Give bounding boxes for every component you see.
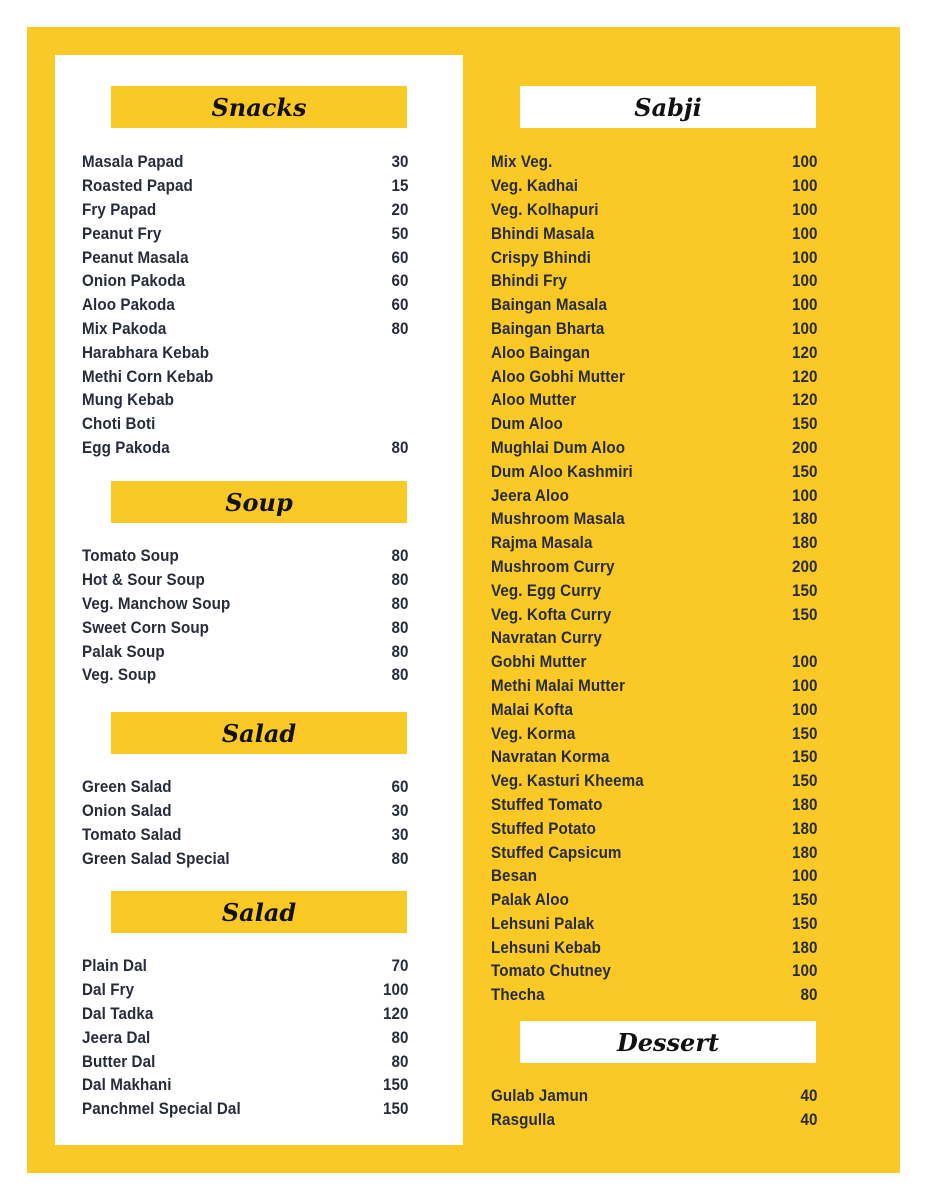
soup-header: Soup <box>111 481 407 523</box>
menu-item-price: 30 <box>391 802 409 821</box>
menu-item <box>491 389 818 413</box>
sabji-header: Sabji <box>520 86 816 128</box>
menu-item <box>491 936 818 960</box>
menu-item-price: 100 <box>791 153 818 172</box>
menu-item-name: Roasted Papad <box>82 177 193 196</box>
menu-item-name: Dal Tadka <box>82 1004 154 1023</box>
menu-item <box>491 722 818 746</box>
menu-item <box>491 556 818 580</box>
menu-item <box>491 984 818 1008</box>
menu-item <box>82 437 409 461</box>
menu-item-name: Panchmel Special Dal <box>82 1100 241 1119</box>
menu-item <box>491 413 818 437</box>
menu-item-name: Baingan Masala <box>491 296 608 315</box>
menu-item-price: 80 <box>391 319 409 338</box>
menu-item <box>82 776 409 800</box>
menu-item-price: 100 <box>791 653 818 672</box>
menu-item-price: 30 <box>391 153 409 172</box>
menu-item-name: Sweet Corn Soup <box>82 618 210 637</box>
menu-item-price: 200 <box>791 557 818 576</box>
menu-item-price: 150 <box>791 772 818 791</box>
menu-item <box>82 1003 409 1027</box>
menu-item-name: Mix Veg. <box>491 153 553 172</box>
menu-item-name: Veg. Manchow Soup <box>82 594 231 613</box>
menu-item <box>491 675 818 699</box>
menu-item-name: Tomato Salad <box>82 825 182 844</box>
menu-item-price: 120 <box>791 391 818 410</box>
menu-item-name: Veg. Soup <box>82 666 157 685</box>
dessert-list <box>491 1085 846 1133</box>
menu-item <box>82 270 409 294</box>
menu-item <box>491 579 818 603</box>
menu-item-price: 80 <box>391 571 409 590</box>
snacks-header: Snacks <box>111 86 407 128</box>
menu-item-price: 80 <box>391 642 409 661</box>
menu-item-name: Harabhara Kebab <box>82 343 210 362</box>
menu-item <box>82 616 409 640</box>
menu-item-price: 60 <box>391 272 409 291</box>
menu-item-name: Veg. Korma <box>491 724 576 743</box>
menu-item-price: 180 <box>791 534 818 553</box>
menu-item <box>82 151 409 175</box>
menu-item-name: Palak Soup <box>82 642 165 661</box>
menu-item-name: Thecha <box>491 986 545 1005</box>
menu-item <box>491 960 818 984</box>
menu-item-price: 70 <box>391 957 409 976</box>
soup-list <box>82 545 437 688</box>
menu-item <box>491 199 818 223</box>
menu-item-name: Dal Fry <box>82 981 135 1000</box>
menu-item-price: 180 <box>791 938 818 957</box>
menu-item <box>491 246 818 270</box>
menu-item-price: 150 <box>791 914 818 933</box>
menu-item-price: 80 <box>391 594 409 613</box>
menu-item <box>491 151 818 175</box>
menu-item-name: Palak Aloo <box>491 891 569 910</box>
menu-item-price: 150 <box>791 605 818 624</box>
salad-header: Salad <box>111 712 407 754</box>
menu-item-name: Peanut Masala <box>82 248 189 267</box>
menu-item <box>82 593 409 617</box>
menu-item-name: Aloo Baingan <box>491 343 590 362</box>
menu-item-price: 80 <box>391 547 409 566</box>
menu-item-price: 80 <box>391 666 409 685</box>
menu-item-price: 150 <box>791 891 818 910</box>
menu-item-name: Onion Salad <box>82 802 172 821</box>
menu-item <box>82 341 409 365</box>
menu-item <box>82 824 409 848</box>
menu-item-name: Dum Aloo Kashmiri <box>491 462 633 481</box>
menu-item-name: Hot & Sour Soup <box>82 571 205 590</box>
menu-item-price: 80 <box>391 438 409 457</box>
dal-header: Salad <box>111 891 407 933</box>
menu-item-name: Aloo Mutter <box>491 391 577 410</box>
menu-item-name: Stuffed Tomato <box>491 795 603 814</box>
menu-item <box>82 979 409 1003</box>
menu-item-name: Masala Papad <box>82 153 184 172</box>
menu-item <box>82 1026 409 1050</box>
menu-item <box>491 746 818 770</box>
menu-item <box>82 294 409 318</box>
menu-item-name: Egg Pakoda <box>82 438 170 457</box>
menu-item <box>82 365 409 389</box>
menu-item <box>491 484 818 508</box>
menu-item-name: Dum Aloo <box>491 415 563 434</box>
menu-item-price: 100 <box>791 486 818 505</box>
menu-item <box>491 175 818 199</box>
menu-item <box>491 532 818 556</box>
menu-item <box>491 627 818 651</box>
menu-item-name: Baingan Bharta <box>491 319 605 338</box>
menu-item-name: Fry Papad <box>82 200 157 219</box>
menu-item-name: Mushroom Masala <box>491 510 625 529</box>
menu-item <box>491 889 818 913</box>
menu-item <box>491 318 818 342</box>
menu-item <box>491 341 818 365</box>
menu-item <box>491 437 818 461</box>
menu-item <box>491 865 818 889</box>
menu-item-name: Veg. Kolhapuri <box>491 200 599 219</box>
menu-item-name: Aloo Gobhi Mutter <box>491 367 625 386</box>
menu-item-price: 150 <box>382 1100 409 1119</box>
menu-item-name: Lehsuni Palak <box>491 914 595 933</box>
dal-list <box>82 955 437 1122</box>
menu-item <box>491 365 818 389</box>
menu-item-price: 180 <box>791 510 818 529</box>
menu-item-price: 100 <box>791 248 818 267</box>
menu-item <box>82 640 409 664</box>
menu-item-name: Tomato Chutney <box>491 962 611 981</box>
menu-item-price: 60 <box>391 778 409 797</box>
menu-item <box>491 770 818 794</box>
menu-item-price: 180 <box>791 843 818 862</box>
menu-item-price: 80 <box>391 1028 409 1047</box>
menu-item-price: 40 <box>800 1087 818 1106</box>
menu-item-name: Veg. Kasturi Kheema <box>491 772 644 791</box>
menu-item <box>491 1085 818 1109</box>
menu-item <box>491 460 818 484</box>
menu-item <box>491 913 818 937</box>
menu-item-price: 100 <box>791 867 818 886</box>
menu-item-price: 80 <box>391 849 409 868</box>
salad-list <box>82 776 437 871</box>
menu-item-name: Dal Makhani <box>82 1076 172 1095</box>
menu-item <box>82 1050 409 1074</box>
menu-item <box>491 270 818 294</box>
menu-item-price: 120 <box>791 367 818 386</box>
menu-item-name: Mung Kebab <box>82 391 174 410</box>
snacks-list <box>82 151 437 460</box>
menu-item <box>82 800 409 824</box>
menu-item <box>491 651 818 675</box>
menu-item <box>82 175 409 199</box>
menu-item-name: Rajma Masala <box>491 534 593 553</box>
menu-item-price: 100 <box>791 177 818 196</box>
menu-item <box>491 794 818 818</box>
menu-item <box>82 545 409 569</box>
menu-item-price: 100 <box>791 224 818 243</box>
menu-item-price: 80 <box>800 986 818 1005</box>
menu-item-name: Onion Pakoda <box>82 272 186 291</box>
menu-item <box>491 698 818 722</box>
menu-item-name: Gulab Jamun <box>491 1087 589 1106</box>
menu-item-price: 100 <box>791 700 818 719</box>
menu-item-price: 20 <box>391 200 409 219</box>
menu-item-name: Choti Boti <box>82 415 156 434</box>
menu-item-name: Methi Malai Mutter <box>491 676 626 695</box>
menu-item-name: Methi Corn Kebab <box>82 367 214 386</box>
menu-item <box>82 569 409 593</box>
menu-item-price: 200 <box>791 438 818 457</box>
menu-item-price: 150 <box>791 748 818 767</box>
menu-item <box>491 222 818 246</box>
menu-item-name: Peanut Fry <box>82 224 162 243</box>
menu-item <box>82 955 409 979</box>
menu-item-name: Stuffed Capsicum <box>491 843 622 862</box>
menu-item-price: 120 <box>382 1004 409 1023</box>
menu-item-name: Plain Dal <box>82 957 147 976</box>
menu-item <box>82 1074 409 1098</box>
menu-item-price: 180 <box>791 819 818 838</box>
menu-item-price: 100 <box>791 272 818 291</box>
menu-item-price: 120 <box>791 343 818 362</box>
menu-item-name: Veg. Kadhai <box>491 177 579 196</box>
menu-item-name: Tomato Soup <box>82 547 179 566</box>
menu-item-name: Gobhi Mutter <box>491 653 587 672</box>
menu-item-price: 150 <box>382 1076 409 1095</box>
menu-item-price: 50 <box>391 224 409 243</box>
menu-item <box>82 246 409 270</box>
menu-item-name: Navratan Korma <box>491 748 610 767</box>
menu-item-price: 100 <box>791 200 818 219</box>
menu-item-price: 180 <box>791 795 818 814</box>
menu-item-price: 15 <box>391 177 409 196</box>
menu-item-name: Jeera Dal <box>82 1028 151 1047</box>
menu-item-price: 100 <box>791 676 818 695</box>
menu-item <box>82 222 409 246</box>
menu-item-price: 150 <box>791 581 818 600</box>
menu-item-name: Mix Pakoda <box>82 319 167 338</box>
menu-item-name: Rasgulla <box>491 1111 556 1130</box>
menu-item <box>491 841 818 865</box>
menu-item-price: 40 <box>800 1111 818 1130</box>
sabji-list <box>491 151 846 1008</box>
menu-item <box>82 389 409 413</box>
menu-item-name: Stuffed Potato <box>491 819 597 838</box>
menu-item-name: Green Salad <box>82 778 172 797</box>
menu-item-price: 60 <box>391 296 409 315</box>
menu-item-price: 60 <box>391 248 409 267</box>
menu-item-price: 80 <box>391 1052 409 1071</box>
menu-item <box>82 847 409 871</box>
menu-item <box>491 508 818 532</box>
menu-item-name: Green Salad Special <box>82 849 230 868</box>
menu-item-name: Jeera Aloo <box>491 486 569 505</box>
menu-item <box>82 318 409 342</box>
menu-item-name: Butter Dal <box>82 1052 156 1071</box>
menu-item-name: Bhindi Masala <box>491 224 595 243</box>
menu-item <box>491 294 818 318</box>
menu-item-name: Mushroom Curry <box>491 557 615 576</box>
menu-item-name: Malai Kofta <box>491 700 573 719</box>
menu-item <box>82 1098 409 1122</box>
menu-item-price: 150 <box>791 462 818 481</box>
menu-item-name: Veg. Kofta Curry <box>491 605 612 624</box>
menu-item <box>82 413 409 437</box>
menu-item-name: Crispy Bhindi <box>491 248 591 267</box>
menu-item <box>491 817 818 841</box>
menu-item-price: 150 <box>791 415 818 434</box>
menu-item-name: Navratan Curry <box>491 629 602 648</box>
menu-item <box>82 199 409 223</box>
menu-item-name: Bhindi Fry <box>491 272 567 291</box>
menu-item-name: Besan <box>491 867 538 886</box>
menu-item-price: 100 <box>791 962 818 981</box>
dessert-header: Dessert <box>520 1021 816 1063</box>
menu-item-price: 30 <box>391 825 409 844</box>
menu-item <box>491 1109 818 1133</box>
menu-item-price: 100 <box>382 981 409 1000</box>
menu-item-name: Mughlai Dum Aloo <box>491 438 626 457</box>
menu-item-price: 100 <box>791 296 818 315</box>
menu-item <box>82 664 409 688</box>
menu-item-name: Veg. Egg Curry <box>491 581 602 600</box>
menu-item-name: Lehsuni Kebab <box>491 938 602 957</box>
menu-item-price: 100 <box>791 319 818 338</box>
menu-item-name: Aloo Pakoda <box>82 296 175 315</box>
menu-item-price: 150 <box>791 724 818 743</box>
menu-item-price: 80 <box>391 618 409 637</box>
menu-item <box>491 603 818 627</box>
